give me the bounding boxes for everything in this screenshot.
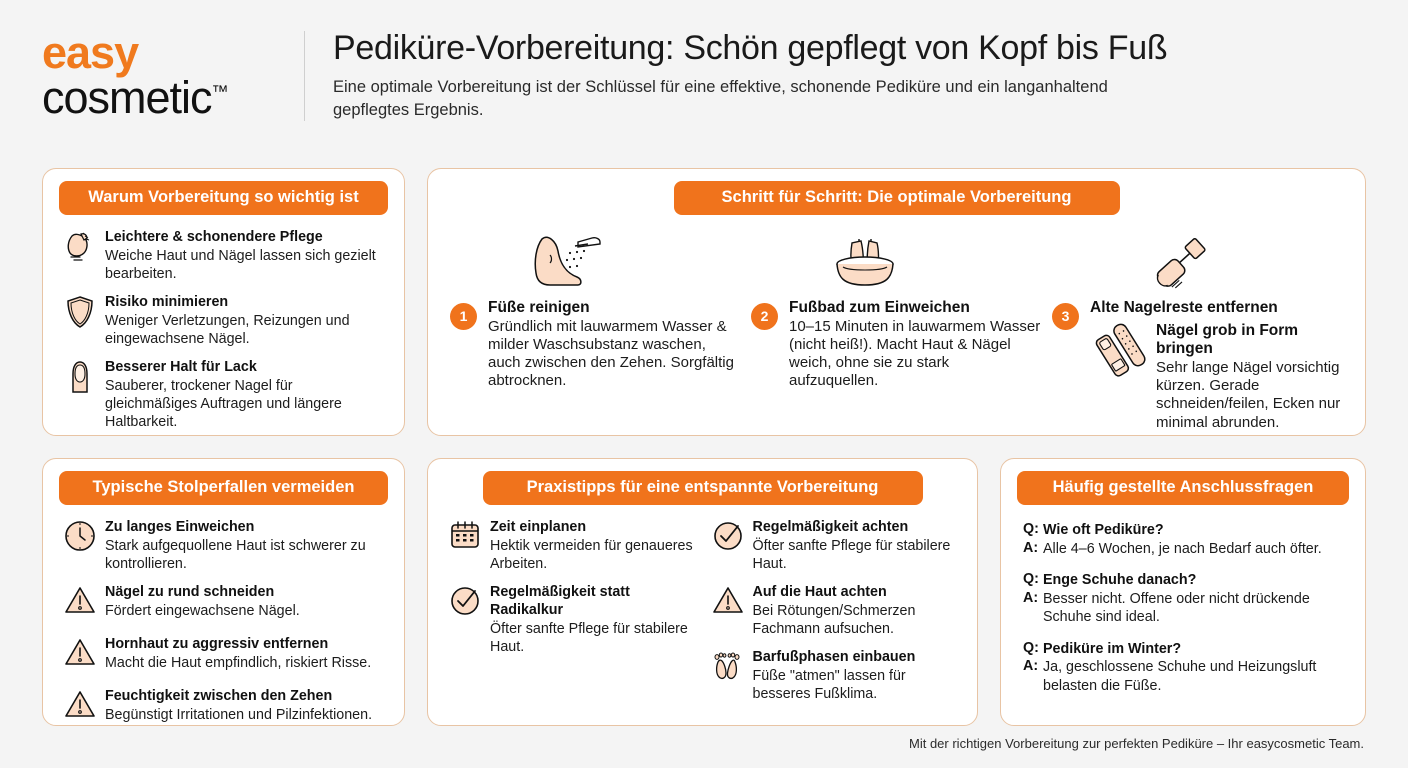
list-item-body: Macht die Haut empfindlich, riskiert Risse. <box>105 654 372 671</box>
faq-answer: Ja, geschlossene Schuhe und Heizungsluft belasten die Füße. <box>1043 659 1317 695</box>
card-pitfalls <box>42 458 405 726</box>
step-3-sub-copy <box>1156 318 1343 432</box>
list-item-text <box>99 294 386 348</box>
list-item <box>61 359 386 431</box>
step-3-sub-block <box>1090 318 1343 432</box>
list-item <box>61 688 386 729</box>
list-item <box>709 519 960 573</box>
logo-cosmetic-text <box>42 71 300 123</box>
faq-answer-line <box>1023 590 1345 627</box>
footprints-icon <box>709 649 747 690</box>
step-3-heading: Alte Nagelreste entfernen <box>1090 298 1278 316</box>
step-3-body: Sehr lange Nägel vorsichtig kürzen. Gerade schneiden/feilen, Ecken nur minimal abrunden. <box>1156 358 1341 431</box>
list-item-text <box>99 636 371 672</box>
card-why-body <box>43 215 404 431</box>
list-item-body: Öfter sanfte Pflege für stabilere Haut. <box>752 537 951 572</box>
list-item-body: Begünstigt Irritationen und Pilzinfektionen. <box>105 706 373 723</box>
faq-item <box>1023 571 1345 627</box>
card-pitfalls-title: Typische Stolperfallen vermeiden <box>59 471 388 505</box>
list-item-text <box>99 688 372 724</box>
step-1-heading: Füße reinigen <box>488 298 590 316</box>
check-circle-icon <box>709 519 747 560</box>
list-item-text <box>99 229 386 283</box>
step-1 <box>450 221 741 432</box>
shield-icon <box>61 294 99 335</box>
card-faq <box>1000 458 1366 726</box>
header-divider <box>304 31 305 121</box>
step-2 <box>751 221 1042 432</box>
card-faq-title: Häufig gestellte Anschlussfragen <box>1017 471 1349 505</box>
list-item-heading: Hornhaut zu aggressiv entfernen <box>105 635 329 652</box>
list-item-text <box>747 584 960 638</box>
tips-left-column <box>446 519 697 703</box>
clock-icon <box>61 519 99 560</box>
faq-q-label: Q: <box>1023 639 1039 656</box>
fingernail-icon <box>61 359 99 400</box>
faq-a-label: A: <box>1023 539 1039 556</box>
list-item-heading: Zeit einplanen <box>490 518 587 535</box>
list-item-body: Weiche Haut und Nägel lassen sich gezielt bearbeiten. <box>105 247 376 282</box>
list-item-body: Sauberer, trockener Nagel für gleichmäßiges Auftragen und längere Haltbarkeit. <box>105 377 342 430</box>
list-item-text <box>99 359 386 431</box>
faq-question: Pediküre im Winter? <box>1043 640 1182 657</box>
list-item-heading: Leichtere & schonendere Pflege <box>105 228 323 245</box>
list-item-text <box>99 519 386 573</box>
list-item <box>61 294 386 348</box>
brand-logo <box>0 27 300 123</box>
foot-icon <box>61 229 99 270</box>
card-why-title: Warum Vorbereitung so wichtig ist <box>59 181 388 215</box>
list-item-heading: Regelmäßigkeit achten <box>752 518 909 535</box>
footbath-basin-icon <box>751 221 1042 299</box>
list-item-body: Fördert eingewachsene Nägel. <box>105 602 300 619</box>
faq-q-label: Q: <box>1023 520 1039 537</box>
list-item-heading: Nägel zu rund schneiden <box>105 583 275 600</box>
tips-columns <box>428 505 977 703</box>
step-3-sub-heading: Nägel grob in Form bringen <box>1156 321 1299 358</box>
list-item-text <box>747 519 960 573</box>
list-item <box>709 649 960 703</box>
list-item-text <box>484 584 697 656</box>
foot-shower-icon <box>450 221 741 299</box>
step-3-number-badge: 3 <box>1052 303 1079 330</box>
faq-item <box>1023 521 1345 558</box>
card-step-by-step <box>427 168 1366 436</box>
faq-a-label: A: <box>1023 589 1039 606</box>
header-text-block <box>333 30 1408 122</box>
list-item-heading: Zu langes Einweichen <box>105 518 255 535</box>
list-item-text <box>484 519 697 573</box>
step-3 <box>1052 221 1343 432</box>
step-1-copy <box>477 299 741 391</box>
list-item <box>61 636 386 677</box>
list-item <box>61 584 386 625</box>
step-2-number-badge: 2 <box>751 303 778 330</box>
step-2-body: 10–15 Minuten in lauwarmem Wasser (nicht heiß!). Macht Haut & Nägel weich, ohne sie zu stark aufzuquellen. <box>789 317 1041 390</box>
faq-answer: Alle 4–6 Wochen, je nach Bedarf auch öfter. <box>1043 540 1322 557</box>
page-title: Pediküre-Vorbereitung: Schön gepflegt von Kopf bis Fuß <box>333 29 1168 68</box>
step-3-content <box>1052 299 1343 432</box>
check-circle-icon <box>446 584 484 625</box>
list-item <box>709 584 960 638</box>
list-item-body: Hektik vermeiden für genaueres Arbeiten. <box>490 537 693 572</box>
warning-icon <box>61 584 99 625</box>
nail-drill-icon <box>1052 221 1343 299</box>
logo-easy-text: easy <box>42 27 139 79</box>
list-item-heading: Regelmäßigkeit statt Radikalkur <box>490 583 630 618</box>
list-item-text <box>99 584 300 620</box>
page-subtitle: Eine optimale Vorbereitung ist der Schlüssel für eine effektive, schonende Pediküre und ein langanhaltend gepflegtes Ergebnis. <box>333 77 1108 119</box>
list-item-text <box>747 649 960 703</box>
list-item <box>446 519 697 573</box>
footer-note: Mit der richtigen Vorbereitung zur perfekten Pediküre – Ihr easycosmetic Team. <box>909 736 1364 751</box>
tips-right-column <box>709 519 960 703</box>
logo-trademark-symbol: ™ <box>211 81 229 101</box>
list-item-heading: Feuchtigkeit zwischen den Zehen <box>105 687 333 704</box>
list-item <box>446 584 697 656</box>
card-why-preparation <box>42 168 405 436</box>
steps-row <box>428 215 1365 432</box>
card-steps-title: Schritt für Schritt: Die optimale Vorbereitung <box>674 181 1120 215</box>
list-item-body: Öfter sanfte Pflege für stabilere Haut. <box>490 620 688 655</box>
faq-question: Enge Schuhe danach? <box>1043 572 1197 589</box>
faq-answer: Besser nicht. Offene oder nicht drückende Schuhe sind ideal. <box>1043 590 1310 626</box>
card-practical-tips <box>427 458 978 726</box>
faq-item <box>1023 640 1345 696</box>
faq-q-label: Q: <box>1023 571 1039 588</box>
warning-icon <box>709 584 747 625</box>
faq-a-label: A: <box>1023 658 1039 675</box>
list-item-body: Bei Rötungen/Schmerzen Fachmann aufsuchen. <box>752 602 916 637</box>
card-pitfalls-body <box>43 505 404 729</box>
list-item-heading: Besserer Halt für Lack <box>105 358 257 375</box>
faq-answer-line <box>1023 540 1345 559</box>
step-2-heading: Fußbad zum Einweichen <box>789 298 970 316</box>
warning-icon <box>61 688 99 729</box>
list-item <box>61 519 386 573</box>
list-item-body: Stark aufgequollene Haut ist schwerer zu kontrollieren. <box>105 537 366 572</box>
step-3-copy <box>1079 299 1343 432</box>
step-1-content <box>450 299 741 391</box>
step-2-content <box>751 299 1042 391</box>
faq-question-line <box>1023 640 1345 659</box>
calendar-icon <box>446 519 484 560</box>
logo-cosmetic-word: cosmetic <box>42 71 212 123</box>
faq-question-line <box>1023 521 1345 540</box>
step-1-number-badge: 1 <box>450 303 477 330</box>
card-tips-title: Praxistipps für eine entspannte Vorbereitung <box>483 471 923 505</box>
list-item-heading: Risiko minimieren <box>105 293 229 310</box>
page-header <box>0 0 1408 152</box>
step-1-body: Gründlich mit lauwarmem Wasser & milder Waschsubstanz waschen, auch zwischen den Zehen. Sorgfältig abtrocknen. <box>488 317 734 390</box>
list-item-heading: Barfußphasen einbauen <box>752 648 916 665</box>
step-2-copy <box>778 299 1042 391</box>
list-item <box>61 229 386 283</box>
faq-question: Wie oft Pediküre? <box>1043 521 1164 538</box>
faq-question-line <box>1023 571 1345 590</box>
warning-icon <box>61 636 99 677</box>
nail-clipper-file-icon <box>1090 318 1156 378</box>
card-faq-body <box>1001 505 1365 696</box>
list-item-body: Füße "atmen" lassen für besseres Fußklima. <box>752 667 906 702</box>
list-item-body: Weniger Verletzungen, Reizungen und eingewachsene Nägel. <box>105 312 350 347</box>
faq-answer-line <box>1023 658 1345 695</box>
list-item-heading: Auf die Haut achten <box>752 583 887 600</box>
